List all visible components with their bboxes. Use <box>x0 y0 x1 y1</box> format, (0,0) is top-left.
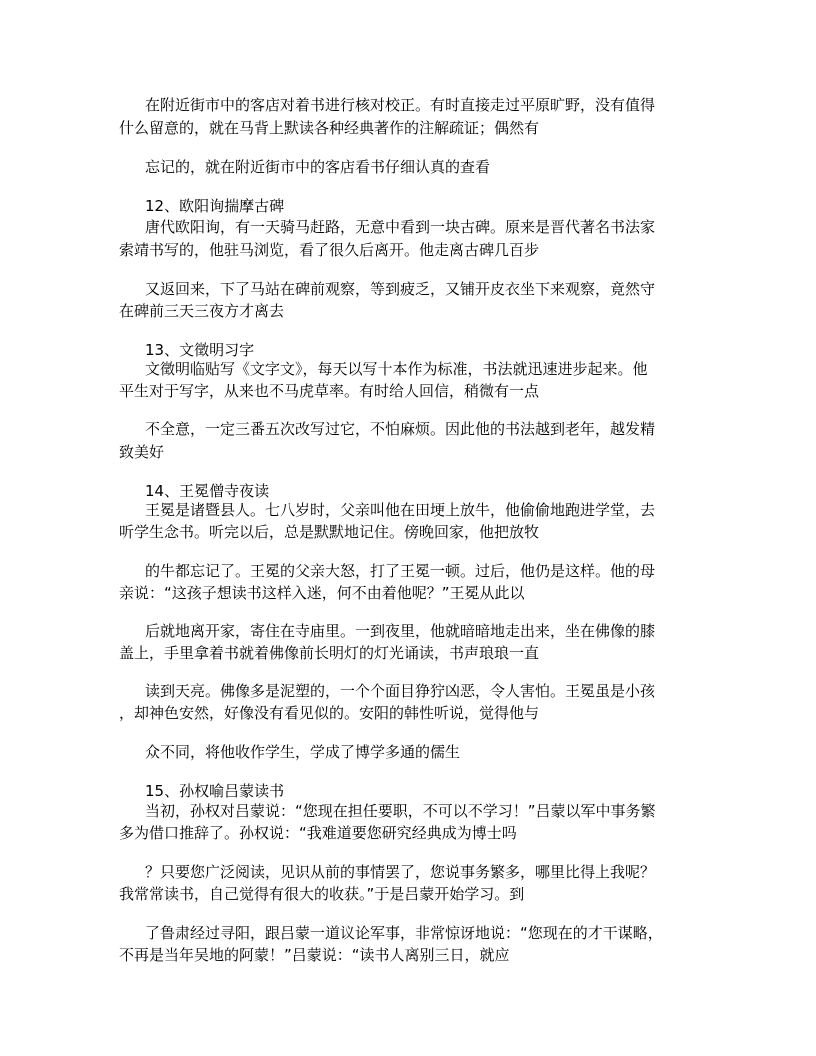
text-line: ，却神色安然，好像没有看见似的。安阳的韩性听说，觉得他与 <box>119 704 540 722</box>
text-line: 忘记的，就在附近街市中的客店看书仔细认真的查看 <box>145 158 491 176</box>
text-line: 唐代欧阳询，有一天骑马赶路，无意中看到一块古碑。原来是晋代著名书法家 <box>145 218 656 236</box>
text-line: 平生对于写字，从来也不马虎草率。有时给人回信，稍微有一点 <box>119 382 540 400</box>
section-heading: 14、王冕僧寺夜读 <box>145 482 270 500</box>
text-line: 听学生念书。听完以后，总是默默地记住。傍晚回家，他把放牧 <box>119 523 540 541</box>
text-line: 了鲁肃经过寻阳，跟吕蒙一道议论军事，非常惊讶地说：“您现在的才干谋略， <box>145 924 663 942</box>
section-heading: 15、孙权喻吕蒙读书 <box>145 782 285 800</box>
text-line: 后就地离开家，寄住在寺庙里。一到夜里，他就暗暗地走出来，坐在佛像的膝 <box>145 622 656 640</box>
text-line: 文徵明临贴写《文字文》，每天以写十本作为标准，书法就迅速进步起来。他 <box>145 360 648 378</box>
text-line: 又返回来，下了马站在碑前观察，等到疲乏，又铺开皮衣坐下来观察，竟然守 <box>145 280 656 298</box>
text-line: 众不同，将他收作学生，学成了博学多通的儒生 <box>145 743 461 761</box>
text-line: 亲说：“这孩子想读书这样入迷，何不由着他呢？”王冕从此以 <box>119 584 525 602</box>
text-line: 不全意，一定三番五次改写过它，不怕麻烦。因此他的书法越到老年，越发精 <box>145 420 656 438</box>
text-line: 盖上，手里拿着书就着佛像前长明灯的灯光诵读，书声琅琅一直 <box>119 644 540 662</box>
text-line: 读到天亮。佛像多是泥塑的，一个个面目狰狞凶恶，令人害怕。王冕虽是小孩 <box>145 682 656 700</box>
text-line: 致美好 <box>119 443 165 461</box>
text-line: 王冕是诸暨县人。七八岁时，父亲叫他在田埂上放牛，他偷偷地跑进学堂，去 <box>145 501 656 519</box>
text-line: 我常常读书，自己觉得有很大的收获。”于是吕蒙开始学习。到 <box>119 885 525 903</box>
text-line: 在附近街市中的客店对着书进行核对校正。有时直接走过平原旷野，没有值得 <box>145 96 656 114</box>
text-line: 在碑前三天三夜方才离去 <box>119 302 285 320</box>
text-line: ？只要您广泛阅读，见识从前的事情罢了，您说事务繁多，哪里比得上我呢？ <box>145 863 656 881</box>
text-line: 不再是当年吴地的阿蒙！”吕蒙说：“读书人离别三日，就应 <box>119 946 510 964</box>
text-line: 当初，孙权对吕蒙说：“您现在担任要职，不可以不学习！”吕蒙以军中事务繁 <box>145 802 656 820</box>
text-line: 多为借口推辞了。孙权说：“我难道要您研究经典成为博士吗 <box>119 824 517 842</box>
text-line: 索靖书写的，他驻马浏览，看了很久后离开。他走离古碑几百步 <box>119 241 540 259</box>
section-heading: 13、文徵明习字 <box>145 341 255 359</box>
text-line: 的牛都忘记了。王冕的父亲大怒，打了王冕一顿。过后，他仍是这样。他的母 <box>145 562 656 580</box>
section-heading: 12、欧阳询揣摩古碑 <box>145 197 285 215</box>
text-line: 什么留意的，就在马背上默读各种经典著作的注解疏证；偶然有 <box>119 119 540 137</box>
